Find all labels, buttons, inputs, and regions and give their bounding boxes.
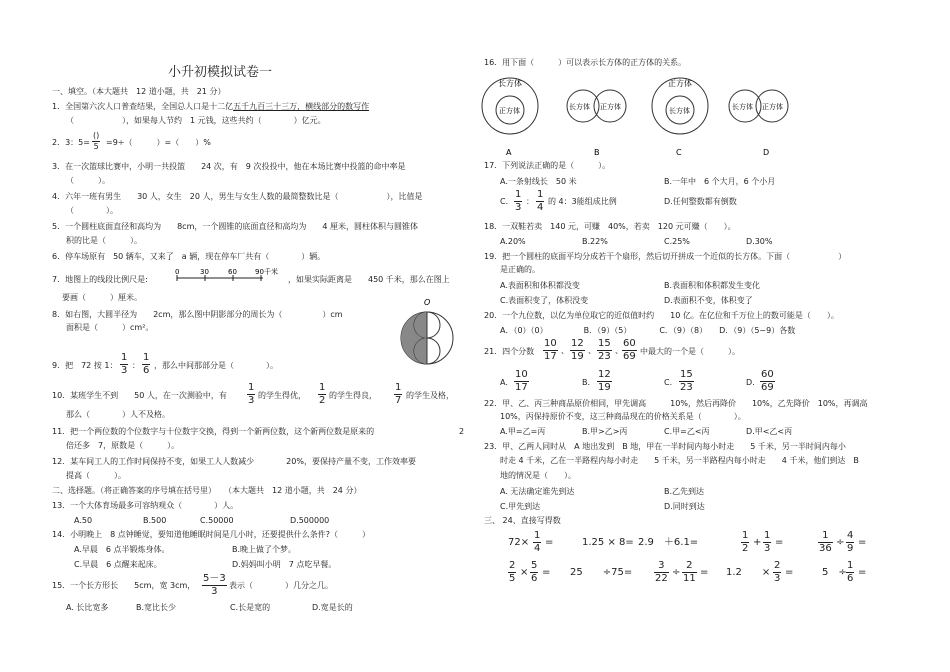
q18-option-b: B.22% [582, 237, 608, 246]
q17-frac-2: 1 4 [537, 189, 544, 213]
q14-option-c: C.早晨 6 点醒来起床。 [74, 560, 162, 569]
question-12: 12．某车间工人的工作时间保持不变，如果工人人数减少 20%，要保持产量不变，工作效率要 [52, 457, 416, 466]
c-cube-label: 正方体 [668, 79, 692, 88]
q21-option-b-frac: 12 19 [598, 369, 611, 393]
question-10-cont: 那么（ ）人不及格。 [66, 410, 170, 419]
q17-option-c: C． [500, 197, 514, 206]
scale-label-60: 60 [228, 268, 237, 276]
scale-label-30: 30 [200, 268, 209, 276]
question-14: 14．小明晚上 8 点钟睡觉，要知道他睡眠时间是几小时，还要提供什么条件?（ ） [52, 530, 371, 539]
q23-option-a: A. 无法确定谁先到达 [500, 487, 575, 496]
question-22-cont: 10%，丙保持原价不变，这三种商品现在的价格关系是（ ）。 [500, 412, 746, 421]
q14-option-b: B.晚上做了个梦。 [232, 545, 297, 554]
q15-option-b: B.宽比长少 [136, 603, 177, 612]
calc-9-eq: = [785, 567, 794, 578]
calc-4-op: + [753, 537, 762, 548]
section-3-heading: 三、 24、直接写得数 [484, 516, 561, 525]
q13-option-b: B.500 [143, 516, 167, 525]
q18-option-d: D.30% [746, 237, 773, 246]
question-2-label: 2．3：5= [52, 138, 90, 147]
q19-option-d: D.表面积不变，体积变了 [664, 296, 753, 305]
q18-option-c: C.25% [664, 237, 690, 246]
a-cube-label: 正方体 [499, 107, 520, 115]
scale-bar [175, 266, 285, 288]
calc-5-frac-2: 4 9 [847, 530, 854, 554]
q19-option-c: C.表面积变了，体积没变 [500, 296, 589, 305]
q15-option-c: C.长是宽的 [230, 603, 271, 612]
question-15: 15．一个长方形长 5cm，宽 3cm， [52, 581, 196, 590]
calc-6-frac-1: 2 5 [509, 560, 516, 584]
question-20: 20．一个九位数，以亿为单位取它的近似值时约 10 亿。在亿位和千万位上的数可能是（ ）。 [484, 311, 839, 320]
question-21: 21．四个分数 [484, 347, 535, 356]
question-10-frac-3: 1 7 [395, 382, 402, 406]
question-1-cont: （ ），如果每人节约 1 元钱，这些共约（ ）亿元。 [66, 116, 326, 125]
calc-8-op: ÷ [672, 567, 681, 578]
question-9-colon: ： [132, 361, 140, 370]
question-2-rest: =9÷（ ）=（ ）% [106, 138, 211, 147]
page-title: 小升初模拟试卷一 [168, 65, 273, 80]
calc-8-frac-1: 3 22 [655, 560, 668, 584]
question-19: 19．把一个圆柱的底面平均分成若干个扇形，然后切开拼成一个近似的长方体。下面（ ） [484, 252, 847, 261]
q21-option-a-frac: 10 17 [515, 369, 528, 393]
q22-option-d: D.甲<乙<丙 [746, 427, 793, 436]
question-6: 6．停车场原有 50 辆车，又来了 a 辆，现在停车厂共有（ ）辆。 [52, 252, 326, 261]
calc-4-frac-1: 1 2 [742, 530, 749, 554]
question-21-rest: 中最大的一个是（ ）。 [640, 347, 740, 356]
calc-4-frac-2: 1 3 [764, 530, 771, 554]
q21-option-c: C. [664, 378, 673, 387]
q14-option-d: D.妈妈叫小明 7 点吃早餐。 [232, 560, 337, 569]
section-2-heading: 二、选择题。（将正确答案的序号填在括号里） （本大题共 12 道小题，共 24 分） [52, 486, 362, 495]
q17-option-d: D.任何整数都有倒数 [664, 197, 737, 206]
q21-frac-2: 12 19 [571, 338, 584, 362]
option-c-letter: C [676, 148, 682, 157]
question-4-cont: （ ）。 [66, 206, 118, 215]
q14-option-a: A.早晨 6 点半锻炼身体。 [74, 545, 170, 554]
question-12-cont: 提高（ ）。 [66, 471, 126, 480]
calc-5-op: ÷ [836, 537, 845, 548]
q13-option-a: A.50 [74, 516, 93, 525]
b-rect-label: 长方体 [569, 103, 590, 111]
question-11-cont: 倍还多 7，原数是（ ）。 [66, 441, 180, 450]
calc-6-frac-2: 5 6 [531, 560, 538, 584]
question-8-cont: 面积是（ ）cm²。 [66, 323, 154, 332]
q21-option-a: A. [500, 378, 508, 387]
question-13: 13．一个大体育场最多可容纳观众（ ）人。 [52, 501, 239, 510]
q21-option-d: D. [746, 378, 755, 387]
q22-option-b: B.甲>乙>丙 [582, 427, 628, 436]
c-rect-label: 长方体 [669, 107, 690, 115]
calc-10-frac: 1 6 [847, 560, 854, 584]
circle-figure [398, 298, 460, 370]
q21-sep-1: 、 [561, 346, 569, 355]
calc-3: 2.9 ＋6.1= [638, 537, 699, 548]
calc-8-frac-2: 2 11 [683, 560, 696, 584]
question-9: 9．把 72 按 1： [52, 361, 118, 370]
question-19-cont: 是正确的。 [500, 265, 540, 274]
calc-5-eq: = [858, 537, 867, 548]
q17-option-b: B.一年中 6 个大月，6 个小月 [664, 177, 776, 186]
question-18: 18．一双鞋若卖 140 元，可赚 40%，若卖 120 元可赚（ ）。 [484, 222, 736, 231]
question-7-cont: 要画（ ）厘米。 [62, 293, 142, 302]
question-2-fraction: () 5 [93, 131, 100, 151]
question-3: 3．在一次篮球比赛中，小明一共投篮 24 次，有 9 次投投中，他在本场比赛中投篮的命中率是 [52, 162, 406, 171]
q13-option-c: C.50000 [200, 516, 234, 525]
q21-option-c-frac: 15 23 [680, 369, 693, 393]
question-4: 4．六年一班有男生 30 人，女生 20 人，男生与女生人数的最简整数比是（ ），比值是 [52, 192, 423, 201]
question-10: 10．某班学生不到 50 人，在一次测验中，有 [52, 391, 227, 400]
question-5-cont: 积的比是（ ）。 [66, 236, 142, 245]
calc-1-frac: 1 4 [534, 530, 541, 554]
question-7-rest: ，如果实际距离是 450 千米，那么在图上 [288, 275, 450, 284]
q21-option-d-frac: 60 69 [761, 369, 774, 393]
calc-9-frac: 2 3 [774, 560, 781, 584]
calc-2: 1.25 × 8= [582, 537, 634, 548]
q20-options: A．（0）（0） B．（9）（5） C．（9）（8） D．（9）（5~9）各数 [500, 326, 796, 335]
q23-option-c: C.甲先到达 [500, 502, 541, 511]
question-23: 23．甲、乙两人同时从 A 地出发到 B 地，甲在一半时间内每小时走 5 千米，另一半时间内每小 [484, 442, 846, 451]
question-23-cont2: 地的情况是（ ）。 [500, 471, 576, 480]
scale-label-90: 90 [255, 268, 264, 276]
q19-option-b: B.表面积和体积都发生变化 [664, 281, 761, 290]
q21-frac-3: 15 23 [598, 338, 611, 362]
calc-1-eq: = [545, 537, 554, 548]
section-1-heading: 一、填空。（本大题共 12 道小题，共 21 分） [52, 87, 226, 96]
calc-1: 72× [508, 537, 530, 548]
question-16: 16．用下面（ ）可以表示长方体的正方体的关系。 [484, 58, 687, 67]
question-10-frac-2: 1 2 [319, 382, 326, 406]
option-a-letter: A [506, 148, 512, 157]
calc-4-eq: = [775, 537, 784, 548]
q17-colon: ： [526, 197, 534, 206]
calc-8-eq: = [700, 567, 709, 578]
question-17: 17．下列说法正确的是（ ）。 [484, 161, 611, 170]
question-1: 1．全国第六次人口普查结果，全国总人口是十二亿五千九百三十三万，横线部分的数写作 [52, 102, 370, 111]
question-10-part-b: 的学生得优， [258, 391, 306, 400]
q23-option-d: D.同时到达 [664, 502, 705, 511]
q18-option-a: A.20% [500, 237, 526, 246]
q21-frac-1: 10 17 [544, 338, 557, 362]
q23-option-b: B.乙先到达 [664, 487, 705, 496]
a-rect-label: 长方体 [498, 79, 522, 88]
q19-option-a: A.表面积和体积都没变 [500, 281, 580, 290]
option-b-letter: B [594, 148, 600, 157]
option-d-letter: D [763, 148, 770, 157]
q21-frac-4: 60 69 [623, 338, 636, 362]
calc-9: 1.2 × [726, 567, 771, 578]
question-15-fraction: 5－3 3 [203, 573, 226, 597]
question-9-rest: ，那么中间那部分是（ ）。 [154, 361, 278, 370]
question-10-part-c: 的学生得良， [329, 391, 377, 400]
center-o-label: O [424, 298, 431, 307]
q15-option-d: D.宽是长的 [312, 603, 353, 612]
question-5: 5．一个圆柱底面直径和高均为 8cm，一个圆锥的底面直径和高均为 4 厘米，圆柱体积与圆锥体 [52, 222, 418, 231]
q17-option-c-rest: 的 4：3能组成比例 [548, 197, 617, 206]
question-10-part-d: 的学生及格， [406, 391, 454, 400]
calc-10-eq: = [858, 567, 867, 578]
q22-option-c: C.甲=乙<丙 [664, 427, 710, 436]
question-15-rest: 表示（ ）几分之几。 [229, 581, 333, 590]
calc-7: 25 ÷75= [570, 567, 633, 578]
calc-5-frac-1: 1 36 [819, 530, 832, 554]
b-cube-label: 正方体 [600, 103, 621, 111]
question-9-frac-1: 1 3 [121, 352, 128, 376]
d-rect-label: 长方体 [732, 103, 753, 111]
question-11: 11．把一个两位数的个位数字与十位数字交换，得到一个新两位数，这个新两位数是原来的 [52, 427, 375, 436]
calc-6-eq: = [542, 567, 551, 578]
question-8: 8．如右图，大圆半径为 2cm，那么图中阴影部分的周长为（ ）cm [52, 310, 343, 319]
q17-option-a: A.一条射线长 50 米 [500, 177, 577, 186]
question-10-frac-1: 1 3 [248, 382, 255, 406]
question-7: 7．地图上的线段比例尺是: [52, 275, 148, 284]
d-cube-label: 正方体 [762, 103, 783, 111]
calc-10: 5 ÷ [822, 567, 847, 578]
q13-option-d: D.500000 [290, 516, 330, 525]
question-11-number: 2 [459, 427, 465, 436]
venn-diagrams [480, 70, 810, 160]
q21-sep-2: 、 [588, 346, 596, 355]
q21-option-b: B. [582, 378, 591, 387]
q17-frac-1: 1 3 [515, 189, 522, 213]
q22-option-a: A.甲=乙=丙 [500, 427, 546, 436]
question-22: 22．甲、乙、丙三种商品原价相同，甲先调高 10%，然后再降价 10%，乙先降价 10%，再调高 [484, 399, 868, 408]
question-3-cont: （ ）。 [66, 176, 110, 185]
question-23-cont: 时走 4 千米，乙在一半路程内每小时走 5 千米，另一半路程内每小时走 4 千米，他们到达 B [500, 456, 859, 465]
scale-label-unit: 千米 [264, 268, 278, 276]
calc-6-op: × [520, 567, 529, 578]
q15-option-a: A. 长比宽多 [66, 603, 109, 612]
scale-label-0: 0 [175, 268, 180, 276]
question-9-frac-2: 1 6 [143, 352, 150, 376]
q21-sep-3: 、 [615, 346, 623, 355]
